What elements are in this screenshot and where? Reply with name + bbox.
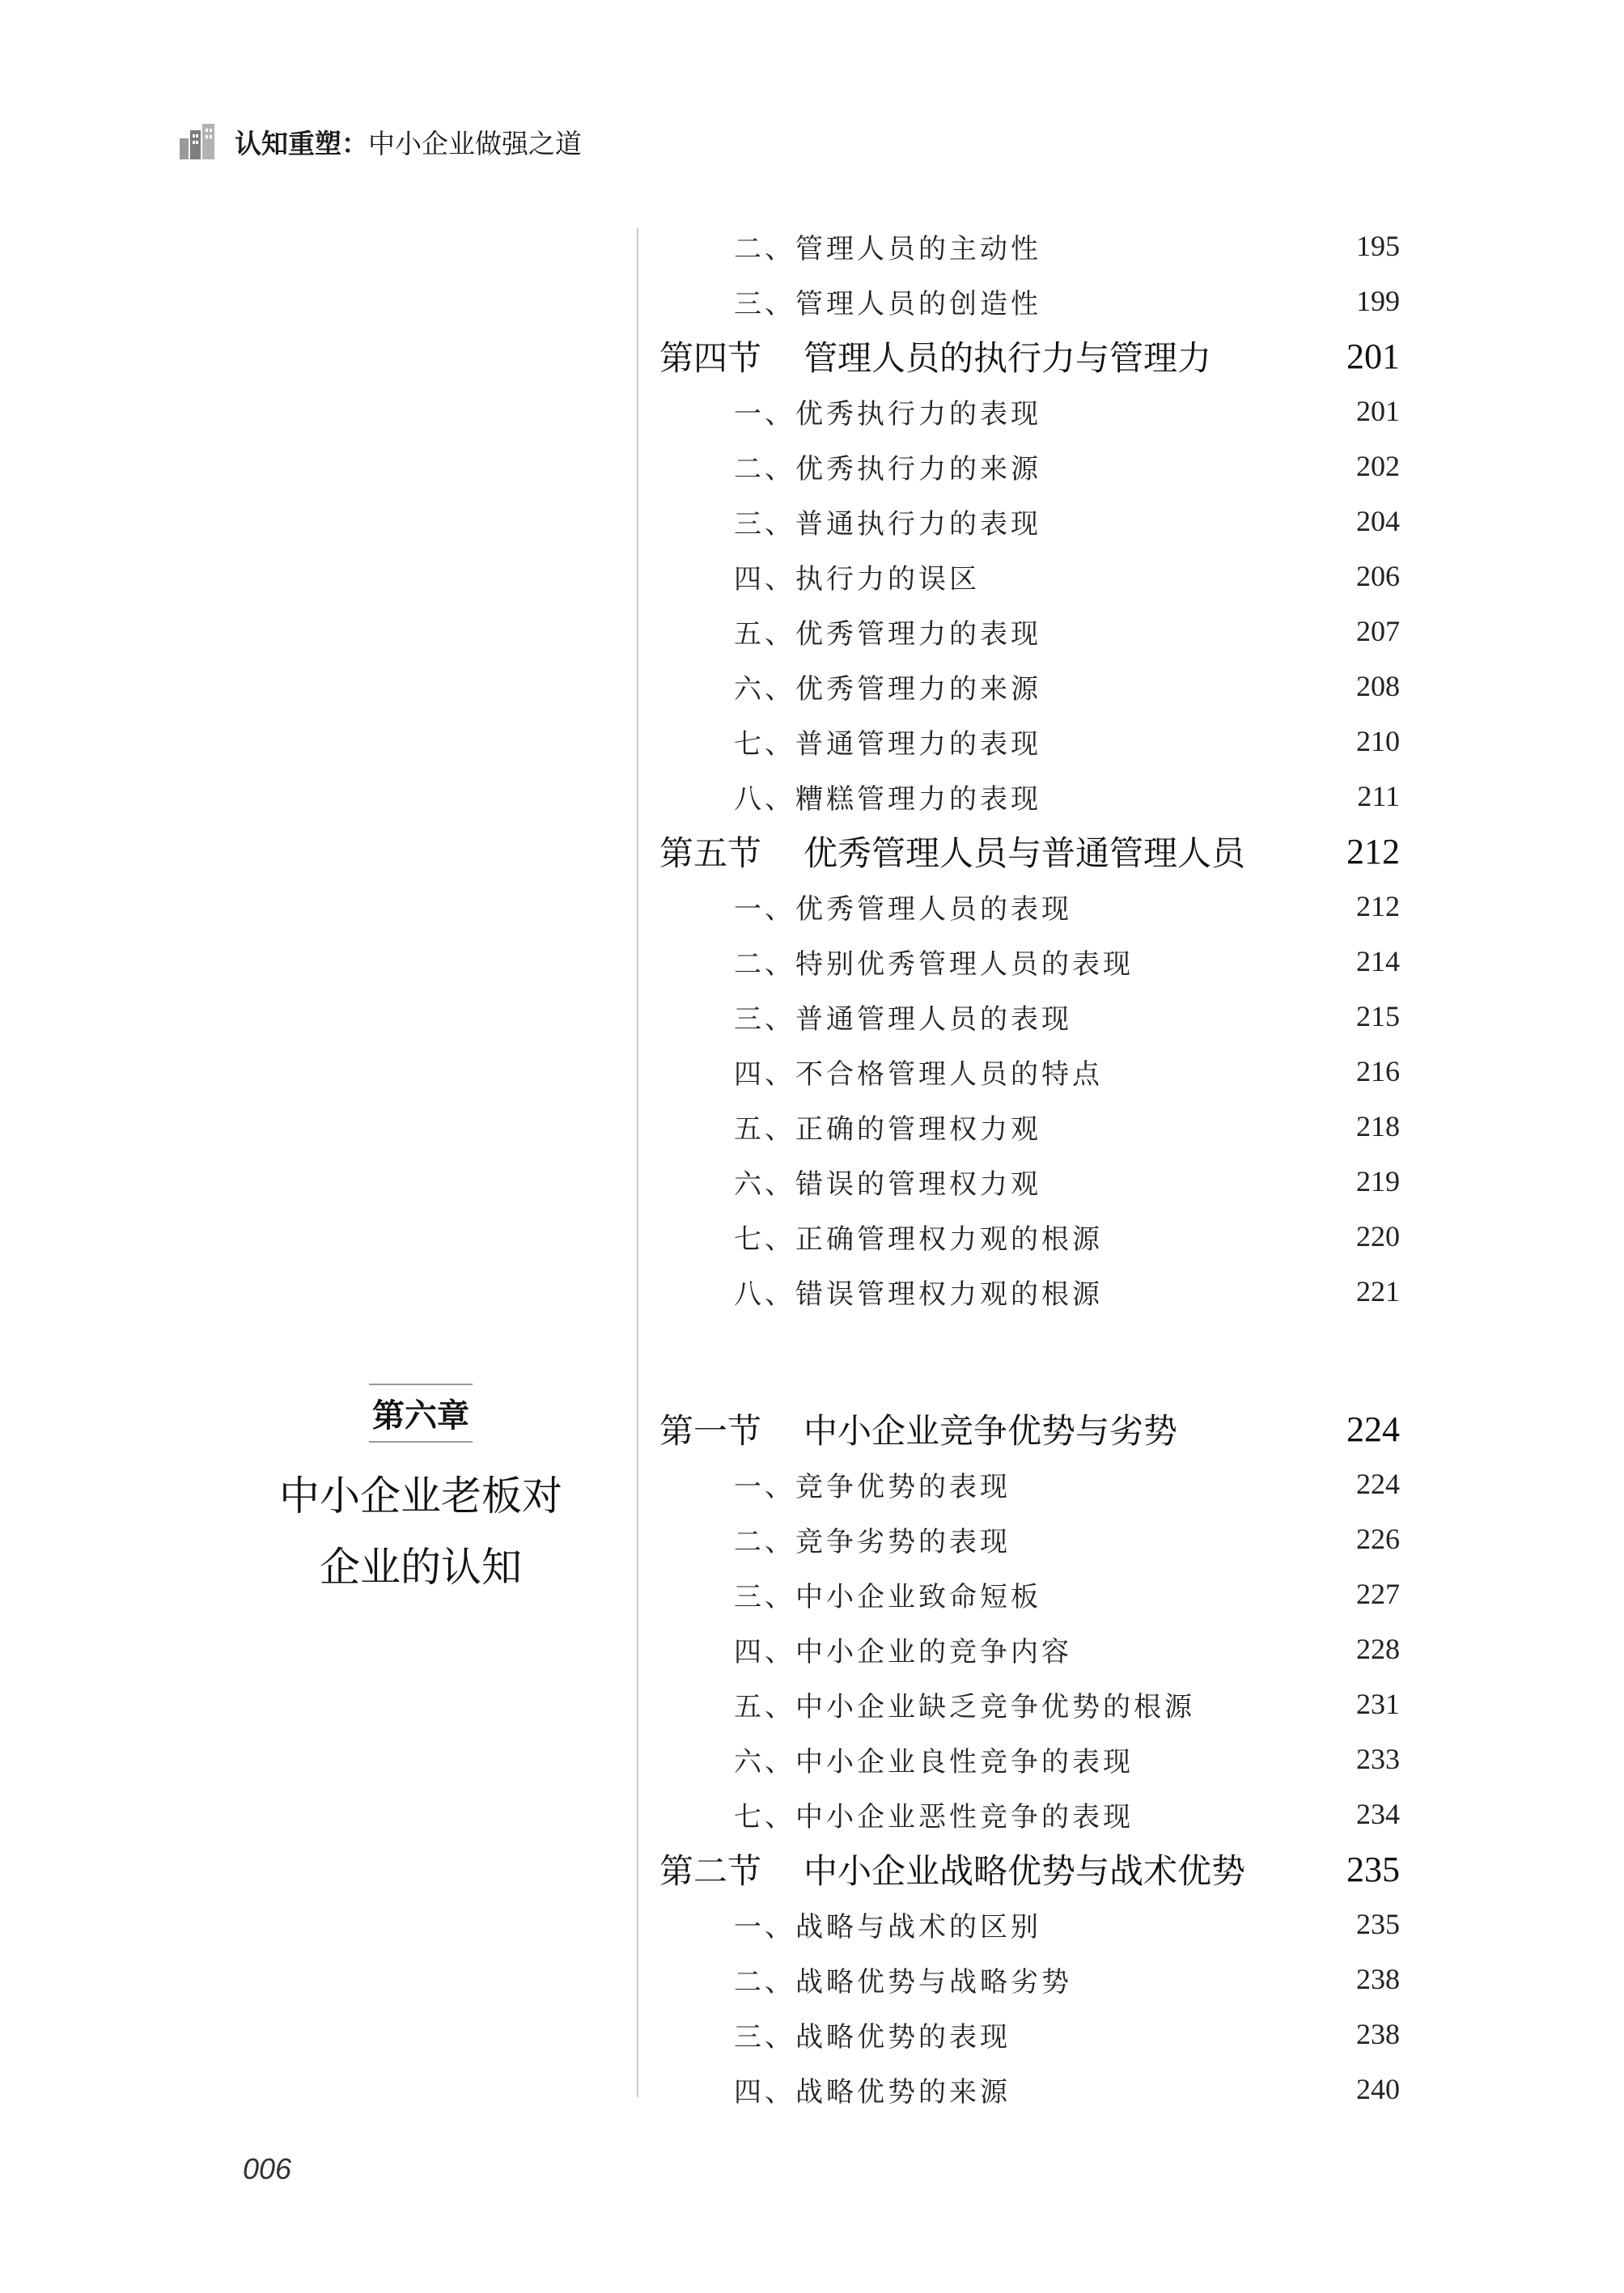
toc-item-row bbox=[659, 769, 1400, 824]
toc-page-number: 212 bbox=[1356, 890, 1400, 922]
toc-item-row bbox=[659, 1044, 1400, 1099]
toc-section-heading bbox=[659, 1405, 1177, 1453]
toc-item-row bbox=[659, 1676, 1400, 1731]
toc-item-title: 八、错误管理权力观的根源 bbox=[734, 1278, 1103, 1311]
toc-page-number: 235 bbox=[1346, 1849, 1400, 1889]
toc-page-number: 219 bbox=[1356, 1165, 1400, 1197]
toc-page-number: 218 bbox=[1356, 1110, 1400, 1142]
toc-item-row bbox=[659, 384, 1400, 439]
toc-page-number: 240 bbox=[1356, 2073, 1400, 2105]
toc-page-number: 234 bbox=[1356, 1798, 1400, 1830]
toc-item-title: 二、管理人员的主动性 bbox=[734, 232, 1041, 265]
chapter-label-box bbox=[369, 1384, 473, 1443]
toc-item-row bbox=[659, 2062, 1400, 2117]
toc-section-title: 中小企业竞争优势与劣势 bbox=[804, 1411, 1178, 1451]
toc-section-title: 中小企业战略优势与战术优势 bbox=[804, 1851, 1246, 1891]
toc-page-number: 207 bbox=[1356, 615, 1400, 647]
toc-item-row bbox=[659, 659, 1400, 714]
toc-section-row bbox=[659, 328, 1400, 384]
toc-section-label: 第一节 bbox=[659, 1411, 762, 1451]
toc-item-title: 二、优秀执行力的来源 bbox=[734, 452, 1041, 485]
toc-page-number: 226 bbox=[1356, 1523, 1400, 1555]
book-subtitle: 中小企业做强之道 bbox=[368, 127, 582, 159]
toc-item-title: 二、特别优秀管理人员的表现 bbox=[734, 947, 1134, 981]
toc-item-row bbox=[659, 273, 1400, 328]
toc-item-title: 五、中小企业缺乏竞争优势的根源 bbox=[734, 1690, 1195, 1723]
toc-item-title: 一、优秀管理人员的表现 bbox=[734, 892, 1072, 926]
toc-page-number: 199 bbox=[1356, 285, 1400, 317]
toc-item-row bbox=[659, 1154, 1400, 1209]
toc-item-row bbox=[659, 1099, 1400, 1154]
toc-section-heading bbox=[659, 1845, 1245, 1893]
toc-section-heading bbox=[659, 332, 1211, 380]
toc-section-heading bbox=[659, 827, 1245, 875]
toc-item-title: 三、管理人员的创造性 bbox=[734, 287, 1041, 320]
book-title: 认知重塑： bbox=[235, 127, 368, 159]
toc-section-row bbox=[659, 1842, 1400, 1897]
toc-page-number: 202 bbox=[1356, 450, 1400, 482]
toc-item-title: 六、中小企业良性竞争的表现 bbox=[734, 1745, 1134, 1778]
toc-item-title: 三、战略优势的表现 bbox=[734, 2020, 1011, 2054]
toc-chapter-six-block bbox=[659, 1401, 1400, 2117]
toc-item-title: 三、普通管理人员的表现 bbox=[734, 1002, 1072, 1036]
toc-page-number: 214 bbox=[1356, 945, 1400, 977]
toc-item-title: 四、执行力的误区 bbox=[734, 562, 980, 596]
toc-section-label: 第四节 bbox=[659, 338, 762, 378]
buildings-icon bbox=[178, 124, 217, 159]
toc-item-title: 七、正确管理权力观的根源 bbox=[734, 1223, 1103, 1256]
toc-item-title: 五、正确的管理权力观 bbox=[734, 1113, 1041, 1146]
toc-item-row bbox=[659, 1456, 1400, 1511]
toc-page-number: 233 bbox=[1356, 1743, 1400, 1775]
toc-item-row bbox=[659, 604, 1400, 659]
toc-page-number: 224 bbox=[1356, 1468, 1400, 1500]
toc-item-title: 四、中小企业的竞争内容 bbox=[734, 1635, 1072, 1668]
toc-item-row bbox=[659, 1511, 1400, 1566]
toc-item-title: 六、错误的管理权力观 bbox=[734, 1168, 1041, 1201]
toc-item-title: 三、中小企业致命短板 bbox=[734, 1580, 1041, 1613]
toc-page-number: 228 bbox=[1356, 1633, 1400, 1665]
toc-item-row bbox=[659, 2007, 1400, 2062]
toc-page-number: 211 bbox=[1357, 780, 1400, 812]
toc-page-number: 215 bbox=[1356, 1000, 1400, 1032]
toc-page-number: 235 bbox=[1356, 1908, 1400, 1940]
toc-item-row bbox=[659, 1952, 1400, 2007]
toc-item-row bbox=[659, 989, 1400, 1044]
toc-section-title: 管理人员的执行力与管理力 bbox=[804, 338, 1212, 378]
toc-item-row bbox=[659, 439, 1400, 494]
toc-section-label: 第二节 bbox=[659, 1851, 762, 1891]
chapter-title-line: 企业的认知 bbox=[320, 1544, 522, 1591]
toc-page-number: 221 bbox=[1356, 1275, 1400, 1308]
toc-item-title: 一、优秀执行力的表现 bbox=[734, 397, 1041, 430]
toc-section-row bbox=[659, 824, 1400, 879]
toc-section-title: 优秀管理人员与普通管理人员 bbox=[804, 833, 1246, 873]
toc-page-number: 238 bbox=[1356, 1963, 1400, 1995]
toc-item-row bbox=[659, 494, 1400, 549]
toc-item-title: 四、战略优势的来源 bbox=[734, 2075, 1011, 2109]
toc-item-title: 六、优秀管理力的来源 bbox=[734, 672, 1041, 706]
toc-item-title: 三、普通执行力的表现 bbox=[734, 507, 1041, 540]
toc-item-title: 一、战略与战术的区别 bbox=[734, 1910, 1041, 1943]
toc-item-row bbox=[659, 1787, 1400, 1842]
toc-item-row bbox=[659, 1264, 1400, 1319]
toc-item-row bbox=[659, 218, 1400, 273]
toc-item-title: 一、竞争优势的表现 bbox=[734, 1470, 1011, 1503]
toc-item-row bbox=[659, 549, 1400, 604]
toc-item-row bbox=[659, 1897, 1400, 1952]
toc-item-title: 五、优秀管理力的表现 bbox=[734, 617, 1041, 651]
toc-item-title: 二、竞争劣势的表现 bbox=[734, 1525, 1011, 1558]
toc-page-number: 216 bbox=[1356, 1055, 1400, 1087]
chapter-gap bbox=[659, 1319, 1400, 1401]
toc-item-title: 四、不合格管理人员的特点 bbox=[734, 1057, 1103, 1091]
toc-page-number: 201 bbox=[1346, 336, 1400, 376]
toc-item-title: 八、糟糕管理力的表现 bbox=[734, 782, 1041, 816]
toc-item-title: 七、中小企业恶性竞争的表现 bbox=[734, 1800, 1134, 1833]
toc-page-number: 238 bbox=[1356, 2018, 1400, 2050]
toc-item-row bbox=[659, 1209, 1400, 1264]
toc-page-number: 220 bbox=[1356, 1220, 1400, 1252]
toc-page-number: 195 bbox=[1356, 230, 1400, 262]
toc-page-number: 227 bbox=[1356, 1578, 1400, 1610]
toc-page-number: 208 bbox=[1356, 670, 1400, 702]
toc-page-number: 212 bbox=[1346, 831, 1400, 871]
toc-page-number: 210 bbox=[1356, 725, 1400, 757]
toc-item-row bbox=[659, 934, 1400, 989]
chapter-heading bbox=[259, 1384, 583, 1603]
chapter-title bbox=[259, 1460, 583, 1603]
toc-section-label: 第五节 bbox=[659, 833, 762, 873]
toc-item-row bbox=[659, 1731, 1400, 1787]
page-number: 006 bbox=[243, 2152, 292, 2185]
toc-item-row bbox=[659, 1566, 1400, 1621]
toc-item-title: 二、战略优势与战略劣势 bbox=[734, 1965, 1072, 1998]
toc-item-row bbox=[659, 714, 1400, 769]
toc-page-number: 224 bbox=[1346, 1409, 1400, 1449]
toc-section-row bbox=[659, 1401, 1400, 1456]
toc-page-number: 206 bbox=[1356, 560, 1400, 592]
running-header bbox=[178, 121, 582, 162]
toc-page-number: 201 bbox=[1356, 395, 1400, 427]
toc-page-number: 204 bbox=[1356, 505, 1400, 537]
chapter-label: 第六章 bbox=[372, 1397, 469, 1435]
column-divider bbox=[637, 228, 638, 2097]
toc-item-row bbox=[659, 879, 1400, 934]
chapter-title-line: 中小企业老板对 bbox=[279, 1473, 562, 1519]
toc-continued-block bbox=[659, 218, 1400, 1319]
table-of-contents bbox=[659, 218, 1400, 2117]
toc-page-number: 231 bbox=[1356, 1688, 1400, 1720]
toc-item-row bbox=[659, 1621, 1400, 1676]
toc-item-title: 七、普通管理力的表现 bbox=[734, 727, 1041, 761]
